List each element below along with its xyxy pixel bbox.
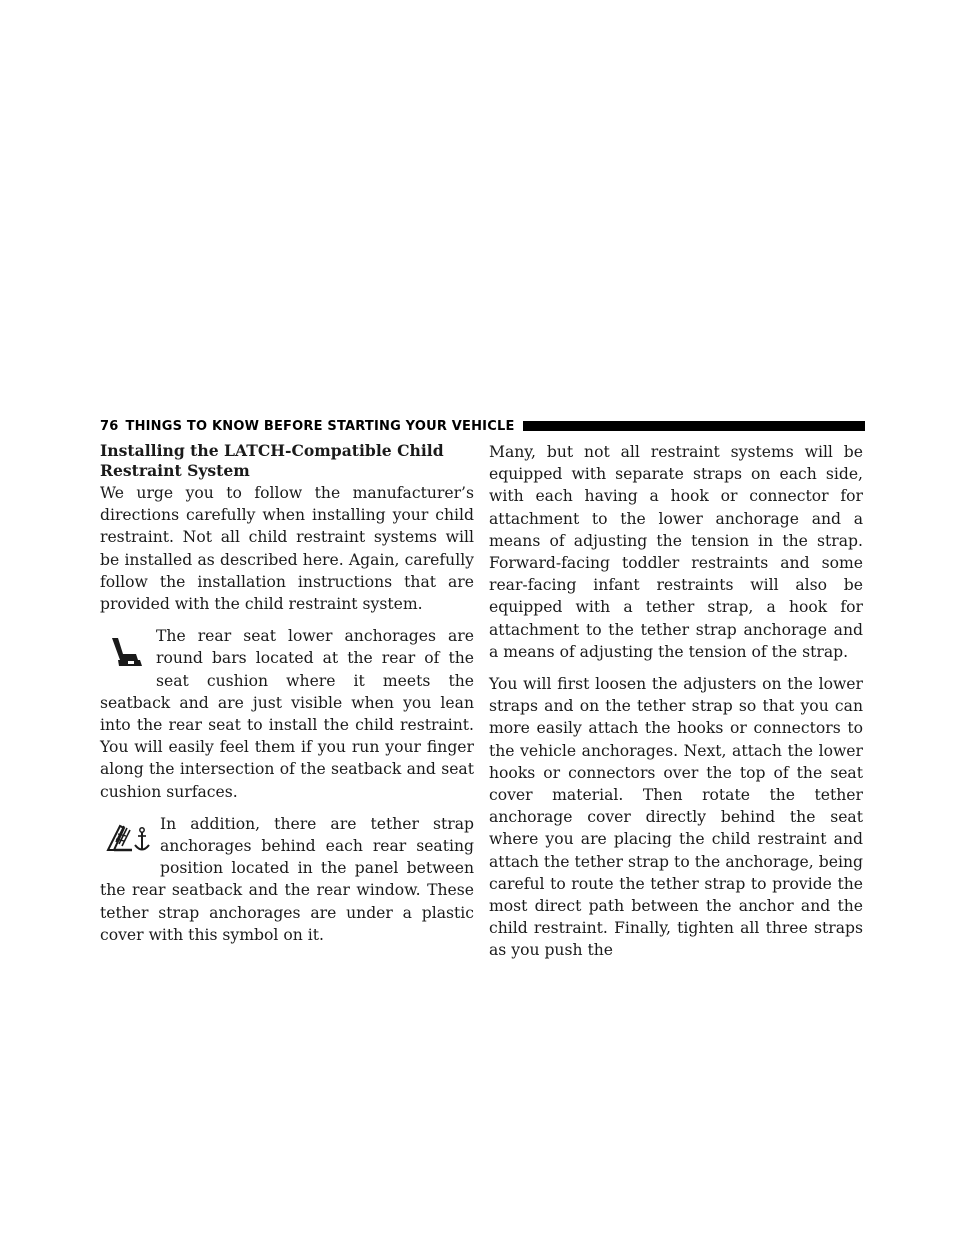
page-number: 76 bbox=[100, 418, 119, 434]
lower-anchorage-seat-icon bbox=[100, 629, 152, 675]
section-title: THINGS TO KNOW BEFORE STARTING YOUR VEHICLE bbox=[125, 418, 515, 434]
section-heading: Installing the LATCH-Compatible Child Restraint System bbox=[100, 441, 444, 480]
lower-anchorage-paragraph: The rear seat lower anchorages are round bars located at the rear of the seat cushion where it meets the seatback and are just visible when you lean into the rear seat to install the child restraint. You will easily feel them if you run your finger along the intersection of the seatback and seat cushion surfaces. bbox=[100, 627, 474, 801]
lower-anchorage-block bbox=[100, 625, 474, 803]
right-column bbox=[489, 441, 863, 972]
page-header bbox=[100, 417, 865, 435]
left-column bbox=[100, 441, 474, 956]
intro-paragraph: We urge you to follow the manufacturer’s directions carefully when installing your child restraint. Not all child restraint systems will be installed as described here. Again, carefully follow the installation instructions that are provided with the child restraint system. bbox=[100, 484, 474, 614]
tether-anchorage-paragraph: In addition, there are tether strap anchorages behind each rear seating position located in the panel between the rear seatback and the rear window. These tether strap anchorages are under a plastic cover with this symbol on it. bbox=[100, 814, 474, 944]
tether-anchorage-block bbox=[100, 813, 474, 946]
strap-equipment-paragraph: Many, but not all restraint systems will be equipped with separate straps on each side, with each having a hook or connector for attachment to the lower anchorage and a means of adjusting the tension in the strap. Forward-facing toddler restraints and some rear-facing infant restraints will also be equipped with a tether strap, a hook for attachment to the tether strap anchorage and a means of adjusting the tension of the strap. bbox=[489, 443, 863, 661]
header-rule bbox=[523, 421, 865, 431]
installation-steps-paragraph: You will first loosen the adjusters on the lower straps and on the tether strap so that you can more easily attach the hooks or connectors to the vehicle anchorages. Next, attach the lower hooks or connectors over the top of the seat cover material. Then rotate the tether anchorage cover directly behind the seat where you are placing the child restraint and attach the tether strap to the anchorage, being careful to route the tether strap to provide the most direct path between the anchor and the child restraint. Finally, tighten all three straps as you push the bbox=[489, 675, 863, 960]
tether-anchor-icon bbox=[100, 817, 156, 863]
